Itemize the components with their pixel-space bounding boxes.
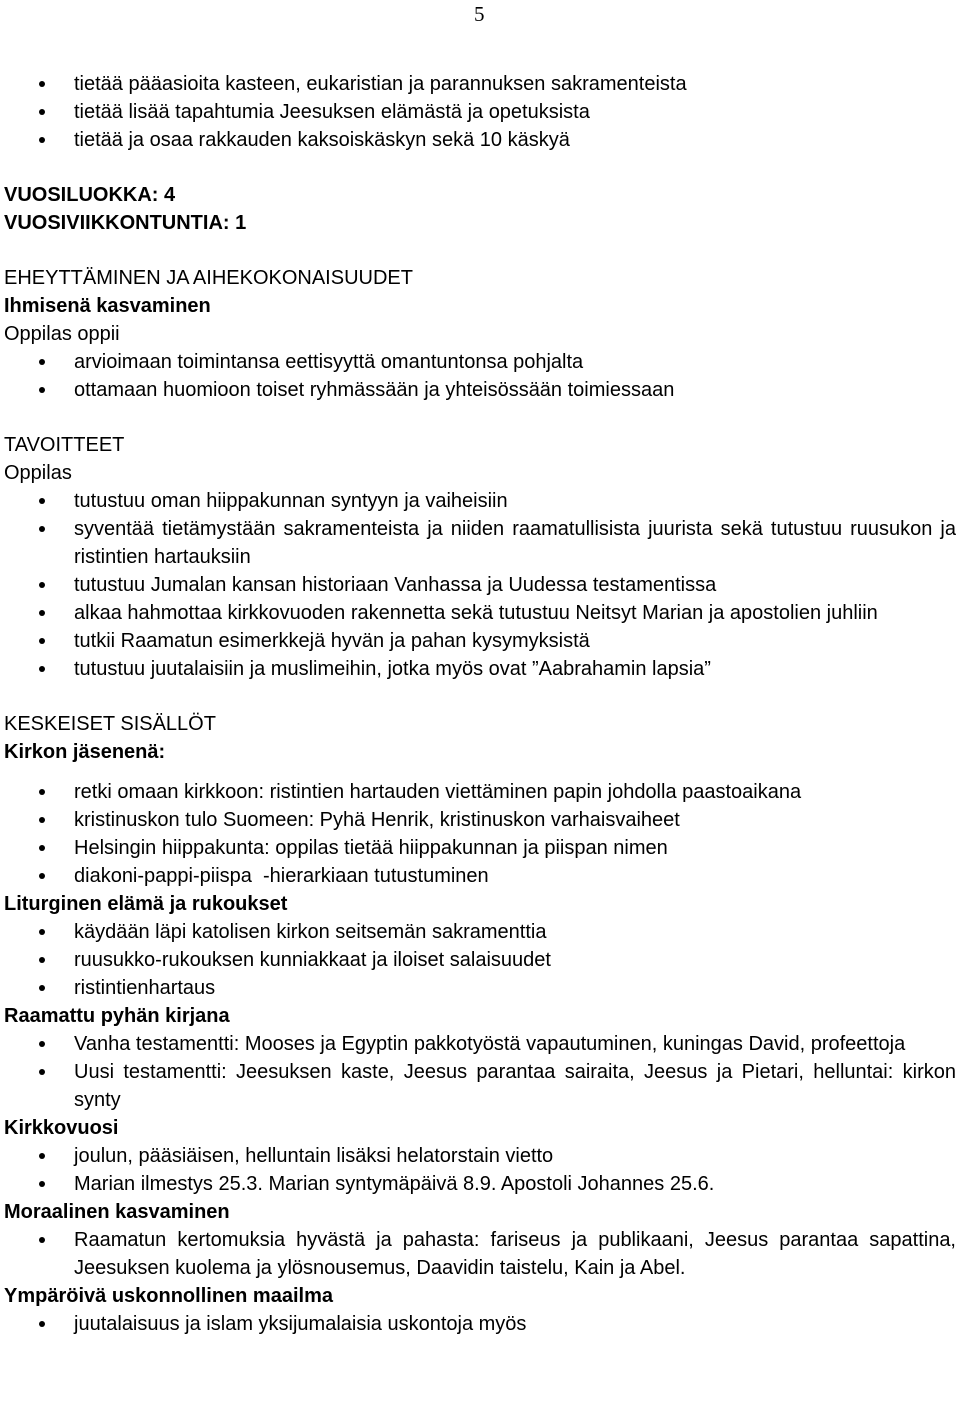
section-title: Kirkkovuosi xyxy=(4,1117,119,1139)
bullet-icon xyxy=(39,387,45,393)
list-item: kristinuskon tulo Suomeen: Pyhä Henrik, kristinuskon varhaisvaiheet xyxy=(4,806,956,834)
section-title: Raamattu pyhän kirjana xyxy=(4,1005,230,1027)
list-item: alkaa hahmottaa kirkkovuoden rakennetta sekä tutustuu Neitsyt Marian ja apostolien juhliin xyxy=(4,599,956,627)
bullet-icon xyxy=(39,957,45,963)
bullet-icon xyxy=(39,929,45,935)
list-item: tutustuu Jumalan kansan historiaan Vanhassa ja Uudessa testamentissa xyxy=(4,571,956,599)
list-item: käydään läpi katolisen kirkon seitsemän sakramenttia xyxy=(4,918,956,946)
integration-heading: EHEYTTÄMINEN JA AIHEKOKONAISUUDET xyxy=(4,267,413,289)
list-item: joulun, pääsiäisen, helluntain lisäksi helatorstain vietto xyxy=(4,1142,956,1170)
content-heading: KESKEISET SISÄLLÖT xyxy=(4,713,216,735)
bullet-icon xyxy=(39,610,45,616)
section-list xyxy=(4,1226,956,1282)
bullet-icon xyxy=(39,137,45,143)
list-item: retki omaan kirkkoon: ristintien hartauden viettäminen papin johdolla paastoaikana xyxy=(4,778,956,806)
bullet-icon xyxy=(39,1321,45,1327)
goals-list xyxy=(4,487,956,683)
list-item: Uusi testamentti: Jeesuksen kaste, Jeesus parantaa sairaita, Jeesus ja Pietari, helluntai: kirkon synty xyxy=(4,1058,956,1114)
document-body xyxy=(4,70,956,1338)
list-item: tutustuu oman hiippakunnan syntyyn ja vaiheisiin xyxy=(4,487,956,515)
list-item: ruusukko-rukouksen kunniakkaat ja iloiset salaisuudet xyxy=(4,946,956,974)
bullet-icon xyxy=(39,1041,45,1047)
bullet-icon xyxy=(39,81,45,87)
list-item: Helsingin hiippakunta: oppilas tietää hiippakunnan ja piispan nimen xyxy=(4,834,956,862)
list-item: tietää ja osaa rakkauden kaksoiskäskyn sekä 10 käskyä xyxy=(4,126,956,154)
section-title: Moraalinen kasvaminen xyxy=(4,1201,230,1223)
list-item: ottamaan huomioon toiset ryhmässään ja yhteisössään toimiessaan xyxy=(4,376,956,404)
list-item: tietää pääasioita kasteen, eukaristian ja parannuksen sakramenteista xyxy=(4,70,956,98)
bullet-icon xyxy=(39,1069,45,1075)
list-item: tutustuu juutalaisiin ja muslimeihin, jotka myös ovat ”Aabrahamin lapsia” xyxy=(4,655,956,683)
weekly-hours-heading: VUOSIVIIKKONTUNTIA: 1 xyxy=(4,212,247,234)
intro-list xyxy=(4,70,956,154)
list-item: arvioimaan toimintansa eettisyyttä omantuntonsa pohjalta xyxy=(4,348,956,376)
bullet-icon xyxy=(39,666,45,672)
section-list xyxy=(4,1142,956,1198)
list-item: ristintienhartaus xyxy=(4,974,956,1002)
grade-heading: VUOSILUOKKA: 4 xyxy=(4,184,176,206)
section-title: Kirkon jäsenenä: xyxy=(4,741,166,763)
bullet-icon xyxy=(39,1237,45,1243)
integration-list xyxy=(4,348,956,404)
list-item: diakoni-pappi-piispa -hierarkiaan tutustuminen xyxy=(4,862,956,890)
list-item: tietää lisää tapahtumia Jeesuksen elämästä ja opetuksista xyxy=(4,98,956,126)
bullet-icon xyxy=(39,526,45,532)
bullet-icon xyxy=(39,789,45,795)
section-list xyxy=(4,1030,956,1114)
section-title: Liturginen elämä ja rukoukset xyxy=(4,893,288,915)
section-list xyxy=(4,1310,956,1338)
bullet-icon xyxy=(39,109,45,115)
integration-theme: Ihmisenä kasvaminen xyxy=(4,295,211,317)
list-item: Raamatun kertomuksia hyvästä ja pahasta: fariseus ja publikaani, Jeesus parantaa sapattina, Jeesuksen kuolema ja ylösnousemus, Daavidin taistelu, Kain ja Abel. xyxy=(4,1226,956,1282)
section-list xyxy=(4,918,956,1002)
bullet-icon xyxy=(39,582,45,588)
bullet-icon xyxy=(39,1153,45,1159)
bullet-icon xyxy=(39,845,45,851)
bullet-icon xyxy=(39,638,45,644)
bullet-icon xyxy=(39,359,45,365)
page-number: 5 xyxy=(474,2,485,26)
list-item: tutkii Raamatun esimerkkejä hyvän ja pahan kysymyksistä xyxy=(4,627,956,655)
list-item: syventää tietämystään sakramenteista ja niiden raamatullisista juurista sekä tutustuu ruusukon ja ristintien hartauksiin xyxy=(4,515,956,571)
list-item: Marian ilmestys 25.3. Marian syntymäpäivä 8.9. Apostoli Johannes 25.6. xyxy=(4,1170,956,1198)
section-title: Ympäröivä uskonnollinen maailma xyxy=(4,1285,333,1307)
integration-lead: Oppilas oppii xyxy=(4,323,120,345)
goals-lead: Oppilas xyxy=(4,462,72,484)
goals-heading: TAVOITTEET xyxy=(4,434,125,456)
list-item: Vanha testamentti: Mooses ja Egyptin pakkotyöstä vapautuminen, kuningas David, profeettoja xyxy=(4,1030,956,1058)
section-list xyxy=(4,778,956,890)
bullet-icon xyxy=(39,985,45,991)
bullet-icon xyxy=(39,1181,45,1187)
list-item: juutalaisuus ja islam yksijumalaisia uskontoja myös xyxy=(4,1310,956,1338)
bullet-icon xyxy=(39,498,45,504)
bullet-icon xyxy=(39,873,45,879)
bullet-icon xyxy=(39,817,45,823)
